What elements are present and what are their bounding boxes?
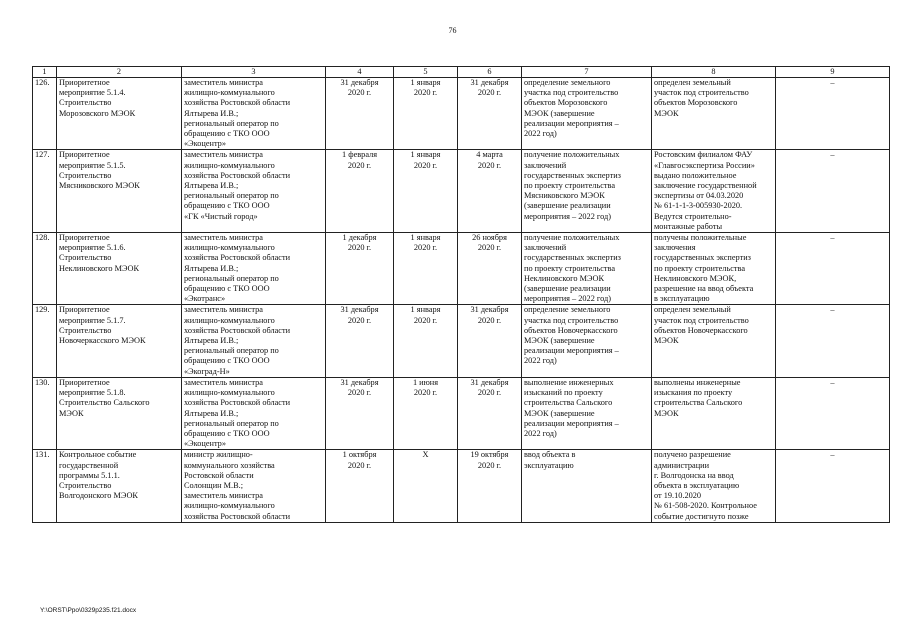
cell-line: – bbox=[830, 305, 835, 315]
problems-cell bbox=[776, 78, 890, 150]
cell-line: Ялтырева И.В.; bbox=[184, 181, 239, 191]
cell-line: эксплуатацию bbox=[524, 460, 574, 470]
header-cell: 7 bbox=[522, 67, 652, 78]
cell-line: «Главгосэкспертиза России» bbox=[654, 160, 755, 170]
cell-line: «ГК «Чистый город» bbox=[184, 211, 258, 221]
cell-line: – bbox=[830, 150, 835, 160]
cell-line: получение положительных bbox=[524, 233, 620, 243]
cell-line: 1 октября bbox=[342, 450, 377, 460]
cell-line: жилищно-коммунального bbox=[184, 501, 275, 511]
cell-line: МЭОК bbox=[654, 108, 679, 118]
row-number-cell: 128. bbox=[33, 233, 57, 305]
cell-line: жилищно-коммунального bbox=[184, 88, 275, 98]
cell-line: Морозовского МЭОК bbox=[59, 108, 136, 118]
table-row bbox=[33, 377, 890, 449]
expected-result-cell bbox=[522, 78, 652, 150]
cell-line: выполнение инженерных bbox=[524, 377, 614, 387]
cell-line: событие достигнуто позже bbox=[654, 511, 749, 521]
cell-line: заместитель министра bbox=[184, 150, 263, 160]
cell-line: Строительство bbox=[59, 480, 112, 490]
problems-cell bbox=[776, 305, 890, 377]
cell-line: объекта в эксплуатацию bbox=[654, 480, 740, 490]
cell-line: региональный оператор по bbox=[184, 346, 279, 356]
cell-line: строительства Сальского bbox=[654, 398, 743, 408]
cell-line: программы 5.1.1. bbox=[59, 470, 120, 480]
cell-line: 31 декабря bbox=[470, 377, 509, 387]
cell-line: Неклиновского МЭОК, bbox=[654, 273, 737, 283]
cell-line: Волгодонского МЭОК bbox=[59, 491, 138, 501]
achieved-result-cell bbox=[652, 78, 776, 150]
cell-line: изысканий по проекту bbox=[524, 388, 603, 398]
cell-line: региональный оператор по bbox=[184, 118, 279, 128]
event-cell bbox=[57, 305, 182, 377]
cell-line: хозяйства Ростовской области bbox=[184, 170, 291, 180]
cell-line: получение положительных bbox=[524, 150, 620, 160]
cell-line: участка под строительство bbox=[524, 88, 619, 98]
cell-line: выполнены инженерные bbox=[654, 377, 741, 387]
cell-line: монтажные работы bbox=[654, 221, 723, 231]
cell-line: заместитель министра bbox=[184, 233, 263, 243]
cell-line: хозяйства Ростовской области bbox=[184, 398, 291, 408]
cell-line: 31 декабря bbox=[340, 78, 379, 87]
cell-line: коммунального хозяйства bbox=[184, 460, 275, 470]
cell-line: государственных экспертиз bbox=[654, 253, 751, 263]
planned-start-cell bbox=[326, 377, 394, 449]
problems-cell bbox=[776, 377, 890, 449]
row-number-cell: 126. bbox=[33, 78, 57, 150]
expected-result-cell bbox=[522, 233, 652, 305]
cell-line: заключение государственной bbox=[654, 181, 757, 191]
table-row bbox=[33, 150, 890, 233]
page-number: 76 bbox=[448, 26, 457, 35]
actual-end-cell bbox=[458, 450, 522, 522]
cell-line: мероприятия – 2022 год) bbox=[524, 211, 612, 221]
cell-line: 1 января bbox=[410, 233, 441, 243]
cell-line: МЭОК (завершение bbox=[524, 408, 595, 418]
cell-line: Мясниковского МЭОК bbox=[524, 191, 605, 201]
cell-line: 2020 г. bbox=[347, 88, 372, 98]
cell-line: изыскания по проекту bbox=[654, 388, 733, 398]
cell-line: Контрольное событие bbox=[59, 450, 137, 460]
cell-line: определен земельный bbox=[654, 78, 731, 87]
responsible-cell bbox=[182, 78, 326, 150]
cell-line: жилищно-коммунального bbox=[184, 388, 275, 398]
cell-line: хозяйства Ростовской области bbox=[184, 98, 291, 108]
event-cell bbox=[57, 377, 182, 449]
cell-line: мероприятие 5.1.8. bbox=[59, 388, 126, 398]
cell-line: обращению с ТКО ООО bbox=[184, 201, 270, 211]
cell-line: 2020 г. bbox=[347, 315, 372, 325]
planned-start-cell bbox=[326, 233, 394, 305]
cell-line: Неклиновского МЭОК bbox=[524, 273, 605, 283]
document-path: Y:\ORST\Ppo\0329p235.f21.docx bbox=[40, 607, 137, 614]
actual-start-cell bbox=[394, 78, 458, 150]
cell-line: заключения bbox=[654, 243, 696, 253]
cell-line: «Экоцентр» bbox=[184, 439, 226, 449]
cell-line: администрации bbox=[654, 460, 710, 470]
cell-line: строительства Сальского bbox=[524, 398, 613, 408]
planned-start-cell bbox=[326, 450, 394, 522]
cell-line: – bbox=[830, 233, 835, 243]
cell-line: 2022 год) bbox=[524, 428, 557, 438]
cell-line: 19 октября bbox=[470, 450, 509, 460]
header-cell: 5 bbox=[394, 67, 458, 78]
cell-line: МЭОК (завершение bbox=[524, 108, 595, 118]
expected-result-cell bbox=[522, 150, 652, 233]
cell-line: министр жилищно- bbox=[184, 450, 253, 460]
achieved-result-cell bbox=[652, 450, 776, 522]
cell-line: МЭОК bbox=[59, 408, 84, 418]
achieved-result-cell bbox=[652, 150, 776, 233]
cell-line: 1 января bbox=[410, 150, 441, 160]
responsible-cell bbox=[182, 377, 326, 449]
cell-line: объектов Новочеркасского bbox=[654, 325, 748, 335]
cell-line: № 61-508-2020. Контрольное bbox=[654, 501, 757, 511]
cell-line: Солонщин М.В.; bbox=[184, 480, 244, 490]
cell-line: участок под строительство bbox=[654, 88, 749, 98]
cell-line: 2020 г. bbox=[413, 88, 438, 98]
actual-start-cell bbox=[394, 305, 458, 377]
cell-line: 31 декабря bbox=[340, 305, 379, 315]
table-row bbox=[33, 305, 890, 377]
cell-line: Неклиновского МЭОК bbox=[59, 263, 140, 273]
cell-line: 2020 г. bbox=[477, 460, 502, 470]
cell-line: 1 декабря bbox=[342, 233, 377, 243]
responsible-cell bbox=[182, 233, 326, 305]
cell-line: Приоритетное bbox=[59, 150, 110, 160]
planned-start-cell bbox=[326, 78, 394, 150]
row-number-cell: 131. bbox=[33, 450, 57, 522]
cell-line: (завершение реализации bbox=[524, 284, 611, 294]
cell-line: Строительство Сальского bbox=[59, 398, 150, 408]
cell-line: Строительство bbox=[59, 170, 112, 180]
table-row bbox=[33, 78, 890, 150]
cell-line: 31 декабря bbox=[470, 305, 509, 315]
event-cell bbox=[57, 150, 182, 233]
cell-line: Ялтырева И.В.; bbox=[184, 336, 239, 346]
planned-start-cell bbox=[326, 150, 394, 233]
cell-line: Строительство bbox=[59, 98, 112, 108]
actual-start-cell bbox=[394, 377, 458, 449]
cell-line: – bbox=[830, 78, 835, 87]
cell-line: 2022 год) bbox=[524, 356, 557, 366]
report-table bbox=[32, 66, 890, 523]
cell-line: экспертизы от 04.03.2020 bbox=[654, 191, 744, 201]
cell-line: 26 ноября bbox=[472, 233, 507, 243]
actual-end-cell bbox=[458, 305, 522, 377]
cell-line: обращению с ТКО ООО bbox=[184, 356, 270, 366]
cell-line: заместитель министра bbox=[184, 78, 263, 87]
cell-line: жилищно-коммунального bbox=[184, 160, 275, 170]
cell-line: «Экоцентр» bbox=[184, 139, 226, 149]
cell-line: разрешение на ввод объекта bbox=[654, 284, 754, 294]
cell-line: по проекту строительства bbox=[524, 263, 616, 273]
actual-start-cell bbox=[394, 233, 458, 305]
cell-line: 1 января bbox=[410, 305, 441, 315]
cell-line: Мясниковского МЭОК bbox=[59, 181, 140, 191]
cell-line: мероприятие 5.1.4. bbox=[59, 88, 126, 98]
expected-result-cell bbox=[522, 377, 652, 449]
cell-line: участка под строительство bbox=[524, 315, 619, 325]
cell-line: региональный оператор по bbox=[184, 191, 279, 201]
cell-line: 31 декабря bbox=[340, 377, 379, 387]
actual-end-cell bbox=[458, 233, 522, 305]
cell-line: Ялтырева И.В.; bbox=[184, 408, 239, 418]
cell-line: государственных экспертиз bbox=[524, 170, 621, 180]
cell-line: Ростовской области bbox=[184, 470, 254, 480]
cell-line: жилищно-коммунального bbox=[184, 315, 275, 325]
cell-line: Строительство bbox=[59, 325, 112, 335]
actual-end-cell bbox=[458, 377, 522, 449]
cell-line: мероприятия – 2022 год) bbox=[524, 294, 612, 304]
cell-line: ввод объекта в bbox=[524, 450, 576, 460]
cell-line: региональный оператор по bbox=[184, 418, 279, 428]
cell-line: Приоритетное bbox=[59, 305, 110, 315]
cell-line: объектов Морозовского bbox=[654, 98, 738, 108]
header-cell: 2 bbox=[57, 67, 182, 78]
cell-line: мероприятие 5.1.6. bbox=[59, 243, 126, 253]
actual-end-cell bbox=[458, 78, 522, 150]
cell-line: получено разрешение bbox=[654, 450, 731, 460]
row-number-cell: 130. bbox=[33, 377, 57, 449]
cell-line: Ялтырева И.В.; bbox=[184, 263, 239, 273]
row-number-cell: 129. bbox=[33, 305, 57, 377]
cell-line: «Экотранс» bbox=[184, 294, 226, 304]
cell-line: заместитель министра bbox=[184, 377, 263, 387]
cell-line: государственных экспертиз bbox=[524, 253, 621, 263]
cell-line: 2020 г. bbox=[413, 243, 438, 253]
cell-line: Новочеркасского МЭОК bbox=[59, 336, 146, 346]
cell-line: жилищно-коммунального bbox=[184, 243, 275, 253]
cell-line: 2020 г. bbox=[347, 160, 372, 170]
responsible-cell bbox=[182, 450, 326, 522]
cell-line: 1 января bbox=[410, 78, 441, 87]
planned-start-cell bbox=[326, 305, 394, 377]
cell-line: 2022 год) bbox=[524, 129, 557, 139]
cell-line: объектов Новочеркасского bbox=[524, 325, 618, 335]
cell-line: заключений bbox=[524, 160, 567, 170]
cell-line: 2020 г. bbox=[477, 315, 502, 325]
cell-line: государственной bbox=[59, 460, 119, 470]
cell-line: мероприятие 5.1.5. bbox=[59, 160, 126, 170]
actual-start-cell bbox=[394, 150, 458, 233]
header-cell: 6 bbox=[458, 67, 522, 78]
achieved-result-cell bbox=[652, 233, 776, 305]
cell-line: определен земельный bbox=[654, 305, 731, 315]
header-cell: 9 bbox=[776, 67, 890, 78]
cell-line: 1 февраля bbox=[341, 150, 378, 160]
cell-line: Приоритетное bbox=[59, 377, 110, 387]
cell-line: заключений bbox=[524, 243, 567, 253]
cell-line: 31 декабря bbox=[470, 78, 509, 87]
problems-cell bbox=[776, 150, 890, 233]
cell-line: 2020 г. bbox=[477, 388, 502, 398]
cell-line: 2020 г. bbox=[477, 160, 502, 170]
cell-line: объектов Морозовского bbox=[524, 98, 608, 108]
cell-line: – bbox=[830, 377, 835, 387]
cell-line: (завершение реализации bbox=[524, 201, 611, 211]
cell-line: 2020 г. bbox=[347, 460, 372, 470]
table-row bbox=[33, 450, 890, 522]
cell-line: Ростовским филиалом ФАУ bbox=[654, 150, 753, 160]
cell-line: региональный оператор по bbox=[184, 273, 279, 283]
cell-line: заместитель министра bbox=[184, 305, 263, 315]
cell-line: выдано положительное bbox=[654, 170, 737, 180]
table-row bbox=[33, 233, 890, 305]
cell-line: Приоритетное bbox=[59, 78, 110, 87]
event-cell bbox=[57, 78, 182, 150]
row-number-cell: 127. bbox=[33, 150, 57, 233]
achieved-result-cell bbox=[652, 305, 776, 377]
cell-line: обращению с ТКО ООО bbox=[184, 284, 270, 294]
cell-line: МЭОК bbox=[654, 336, 679, 346]
event-cell bbox=[57, 450, 182, 522]
cell-line: 2020 г. bbox=[413, 160, 438, 170]
cell-line: мероприятие 5.1.7. bbox=[59, 315, 126, 325]
actual-start-cell bbox=[394, 450, 458, 522]
expected-result-cell bbox=[522, 450, 652, 522]
header-cell: 1 bbox=[33, 67, 57, 78]
cell-line: хозяйства Ростовской области bbox=[184, 325, 291, 335]
cell-line: реализации мероприятия – bbox=[524, 346, 619, 356]
cell-line: определение земельного bbox=[524, 305, 611, 315]
cell-line: реализации мероприятия – bbox=[524, 418, 619, 428]
cell-line: от 19.10.2020 bbox=[654, 491, 702, 501]
cell-line: 1 июня bbox=[412, 377, 439, 387]
cell-line: хозяйства Ростовской области bbox=[184, 253, 291, 263]
responsible-cell bbox=[182, 150, 326, 233]
cell-line: заместитель министра bbox=[184, 491, 263, 501]
cell-line: г. Волгодонска на ввод bbox=[654, 470, 734, 480]
cell-line: участок под строительство bbox=[654, 315, 749, 325]
achieved-result-cell bbox=[652, 377, 776, 449]
cell-line: обращению с ТКО ООО bbox=[184, 129, 270, 139]
cell-line: 2020 г. bbox=[413, 315, 438, 325]
cell-line: 2020 г. bbox=[347, 388, 372, 398]
expected-result-cell bbox=[522, 305, 652, 377]
cell-line: Х bbox=[422, 450, 429, 460]
problems-cell bbox=[776, 233, 890, 305]
cell-line: 2020 г. bbox=[477, 243, 502, 253]
header-cell: 3 bbox=[182, 67, 326, 78]
event-cell bbox=[57, 233, 182, 305]
cell-line: МЭОК bbox=[654, 408, 679, 418]
actual-end-cell bbox=[458, 150, 522, 233]
cell-line: по проекту строительства bbox=[524, 181, 616, 191]
cell-line: Ведутся строительно- bbox=[654, 211, 732, 221]
header-row bbox=[33, 67, 890, 78]
cell-line: обращению с ТКО ООО bbox=[184, 428, 270, 438]
cell-line: Приоритетное bbox=[59, 233, 110, 243]
cell-line: хозяйства Ростовской области bbox=[184, 511, 291, 521]
cell-line: в эксплуатацию bbox=[654, 294, 710, 304]
cell-line: Ялтырева И.В.; bbox=[184, 108, 239, 118]
cell-line: 2020 г. bbox=[477, 88, 502, 98]
cell-line: по проекту строительства bbox=[654, 263, 746, 273]
cell-line: – bbox=[830, 450, 835, 460]
cell-line: 4 марта bbox=[476, 150, 503, 160]
cell-line: 2020 г. bbox=[347, 243, 372, 253]
cell-line: МЭОК (завершение bbox=[524, 336, 595, 346]
cell-line: Строительство bbox=[59, 253, 112, 263]
cell-line: получены положительные bbox=[654, 233, 747, 243]
header-cell: 8 bbox=[652, 67, 776, 78]
cell-line: «Экоград-Н» bbox=[184, 366, 230, 376]
cell-line: определение земельного bbox=[524, 78, 611, 87]
header-cell: 4 bbox=[326, 67, 394, 78]
problems-cell bbox=[776, 450, 890, 522]
cell-line: реализации мероприятия – bbox=[524, 118, 619, 128]
cell-line: 2020 г. bbox=[413, 388, 438, 398]
cell-line: № 61-1-1-3-005930-2020. bbox=[654, 201, 743, 211]
responsible-cell bbox=[182, 305, 326, 377]
